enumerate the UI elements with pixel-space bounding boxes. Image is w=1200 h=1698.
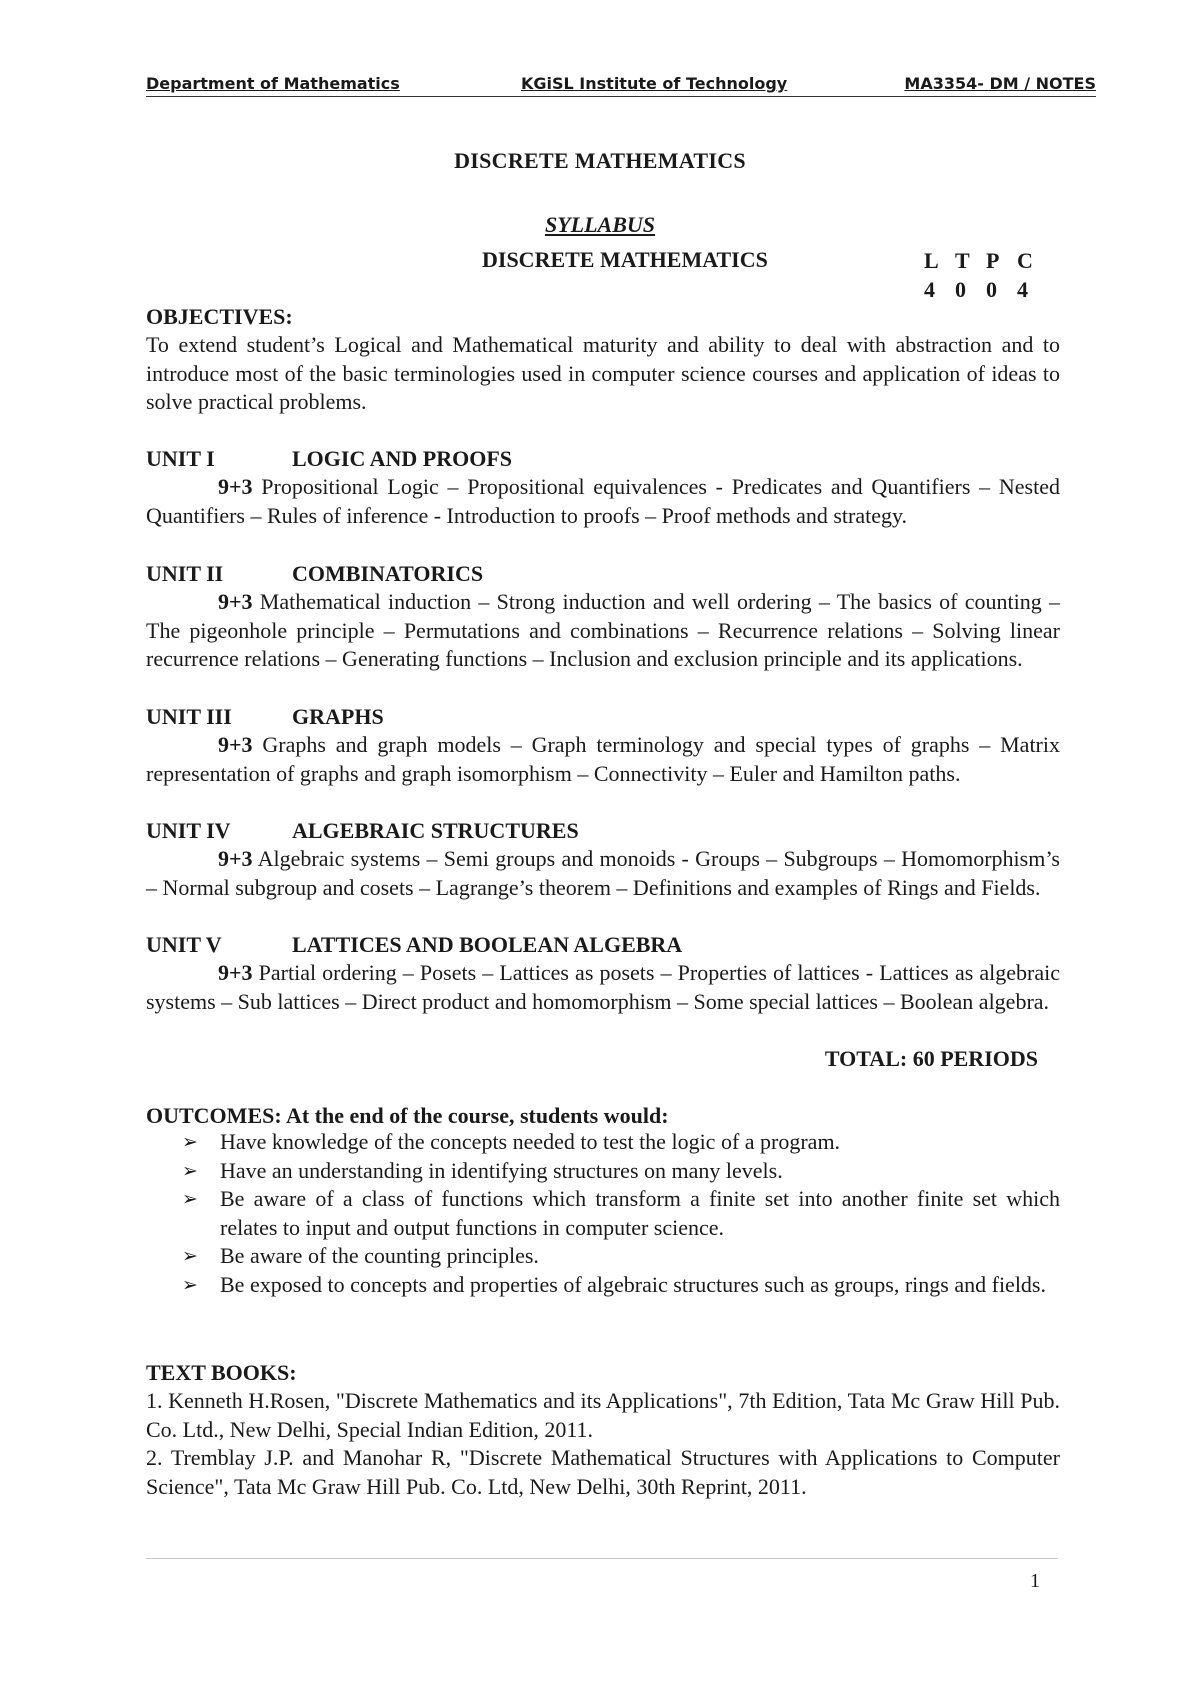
outcomes-heading: OUTCOMES: At the end of the course, students would: [146, 1103, 669, 1128]
unit-4-heading [146, 817, 579, 845]
arrow-bullet-icon: ➢ [182, 1273, 198, 1296]
unit-5-heading [146, 931, 682, 959]
ltpc-value-l: 4 [924, 276, 935, 302]
unit-3-heading [146, 703, 384, 731]
unit-2-title: COMBINATORICS [292, 561, 484, 586]
unit-1-hours: 9+3 [218, 474, 253, 499]
outcome-item [182, 1242, 1060, 1271]
page-number: 1 [1030, 1570, 1040, 1592]
unit-2-topics: Mathematical induction – Strong induction and well ordering – The basics of counting – The pigeonhole principle – Permutations and combinations – Recurrence relations – Solving linear recurrence relations – Generating functions – Inclusion and exclusion principle and its applications. [146, 589, 1060, 672]
unit-1-topics: Propositional Logic – Propositional equivalences - Predicates and Quantifiers – Nested Quantifiers – Rules of inference - Introduction to proofs – Proof methods and strategy. [146, 474, 1060, 528]
unit-4-content [146, 845, 1060, 902]
text-book-1: 1. Kenneth H.Rosen, "Discrete Mathematics and its Applications", 7th Edition, Tata Mc Graw Hill Pub. Co. Ltd., New Delhi, Special Indian Edition, 2011. [146, 1388, 1060, 1442]
unit-5-number: UNIT V [146, 932, 222, 957]
ltpc-header-t: T [955, 247, 970, 273]
unit-4-title: ALGEBRAIC STRUCTURES [292, 818, 579, 843]
unit-4-topics: Algebraic systems – Semi groups and monoids - Groups – Subgroups – Homomorphism’s – Normal subgroup and cosets – Lagrange’s theorem – Definitions and examples of Rings and Fields. [146, 846, 1060, 900]
arrow-bullet-icon: ➢ [182, 1131, 198, 1153]
unit-2-hours: 9+3 [218, 589, 253, 614]
document-title: DISCRETE MATHEMATICS [454, 148, 746, 173]
text-book-2: 2. Tremblay J.P. and Manohar R, "Discrete Mathematical Structures with Applications to Computer Science", Tata Mc Graw Hill Pub. Co. Ltd, New Delhi, 30th Reprint, 2011. [146, 1445, 1060, 1499]
ltpc-value-c: 4 [1017, 276, 1028, 302]
objectives-text: To extend student’s Logical and Mathematical maturity and ability to deal with abstraction and to introduce most of the basic terminologies used in computer science courses and application of ideas to solve practical problems. [146, 332, 1060, 415]
outcome-text: Have knowledge of the concepts needed to test the logic of a program. [220, 1129, 841, 1154]
ltpc-header-l: L [924, 247, 939, 273]
outcome-text: Be aware of a class of functions which transform a finite set into another finite set which relates to input and output functions in computer science. [220, 1186, 1060, 1240]
ltpc-value-row [924, 275, 1048, 304]
unit-5-content [146, 959, 1060, 1016]
ltpc-table [924, 246, 1048, 304]
unit-5-title: LATTICES AND BOOLEAN ALGEBRA [292, 932, 683, 957]
unit-1-number: UNIT I [146, 446, 215, 471]
outcome-text: Have an understanding in identifying structures on many levels. [220, 1157, 783, 1183]
outcome-item [182, 1271, 1060, 1300]
unit-3-topics: Graphs and graph models – Graph terminology and special types of graphs – Matrix representation of graphs and graph isomorphism – Connectivity – Euler and Hamilton paths. [146, 732, 1060, 786]
outcome-item [182, 1128, 1060, 1157]
unit-1-title: LOGIC AND PROOFS [292, 446, 513, 471]
unit-3-number: UNIT III [146, 704, 232, 729]
outcome-item [182, 1185, 1060, 1242]
unit-3-hours: 9+3 [218, 732, 253, 757]
ltpc-value-p: 0 [986, 276, 997, 302]
unit-5-hours: 9+3 [218, 960, 253, 985]
unit-5-topics: Partial ordering – Posets – Lattices as posets – Properties of lattices - Lattices as algebraic systems – Sub lattices – Direct product and homomorphism – Some special lattices – Boolean algebra. [146, 960, 1060, 1014]
outcome-item [182, 1157, 1060, 1186]
total-periods: TOTAL: 60 PERIODS [824, 1046, 1038, 1071]
unit-2-heading [146, 560, 483, 588]
unit-1-heading [146, 445, 512, 473]
text-books-heading: TEXT BOOKS: [146, 1360, 297, 1385]
outcome-text: Be aware of the counting principles. [220, 1243, 539, 1269]
ltpc-value-t: 0 [955, 276, 966, 302]
unit-3-title: GRAPHS [292, 704, 384, 729]
ltpc-header-p: P [986, 247, 1000, 273]
outcomes-list [182, 1128, 1060, 1300]
ltpc-header-row [924, 246, 1048, 275]
course-title: DISCRETE MATHEMATICS [482, 247, 768, 272]
arrow-bullet-icon: ➢ [182, 1245, 198, 1268]
header-institute: KGiSL Institute of Technology [521, 74, 788, 93]
unit-1-content [146, 473, 1060, 530]
unit-2-content [146, 588, 1060, 674]
syllabus-label: SYLLABUS [544, 212, 656, 237]
unit-4-number: UNIT IV [146, 818, 231, 843]
unit-4-hours: 9+3 [218, 846, 253, 871]
ltpc-header-c: C [1017, 247, 1033, 273]
unit-2-number: UNIT II [146, 561, 224, 586]
outcome-text: Be exposed to concepts and properties of algebraic structures such as groups, rings and fields. [220, 1271, 1046, 1297]
running-header [146, 72, 1096, 97]
arrow-bullet-icon: ➢ [182, 1188, 198, 1211]
header-department: Department of Mathematics [146, 74, 400, 93]
header-course-code: MA3354- DM / NOTES [904, 74, 1096, 93]
arrow-bullet-icon: ➢ [182, 1159, 198, 1182]
objectives-heading: OBJECTIVES: [146, 304, 293, 329]
unit-3-content [146, 731, 1060, 788]
footer-divider [146, 1558, 1058, 1559]
